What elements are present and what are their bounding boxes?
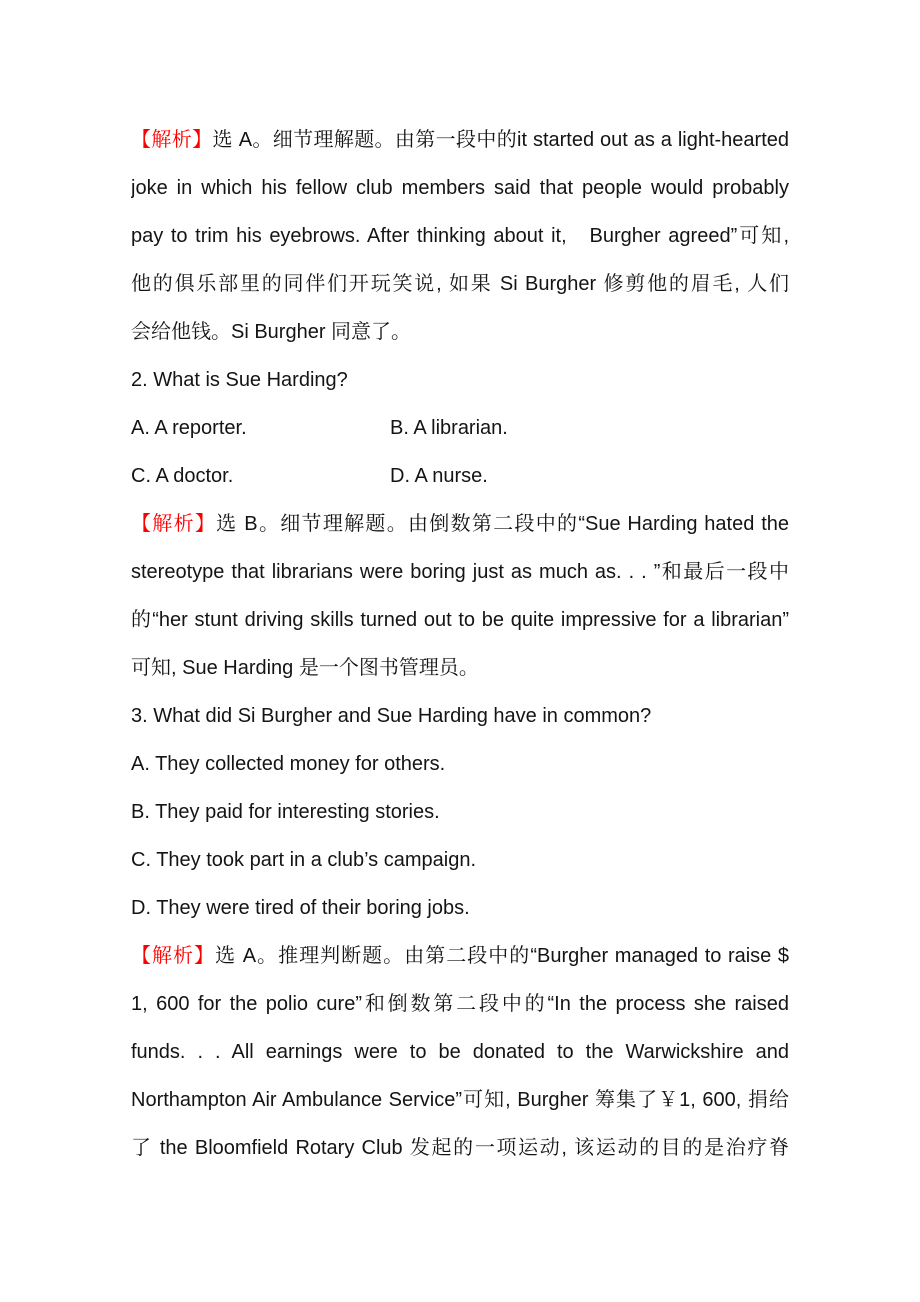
- option-row: [131, 452, 789, 500]
- doc-line: [131, 116, 789, 164]
- analysis-tag: 【解析】: [131, 129, 213, 151]
- doc-text-segment: Northampton Air Ambulance Service”可知, Burgher 筹集了￥1, 600, 捐给: [131, 1089, 789, 1111]
- doc-text-segment: D. They were tired of their boring jobs.: [131, 897, 470, 919]
- doc-text-segment: 他的俱乐部里的同伴们开玩笑说, 如果 Si Burgher 修剪他的眉毛, 人们: [131, 273, 789, 295]
- doc-text-segment: 了 the Bloomfield Rotary Club 发起的一项运动, 该运动的目的是治疗脊: [131, 1137, 789, 1159]
- doc-text-segment: stereotype that librarians were boring just as much as. . . ”和最后一段中: [131, 561, 789, 583]
- doc-line: [131, 1028, 789, 1076]
- doc-text-segment: B. They paid for interesting stories.: [131, 801, 440, 823]
- doc-text-segment: pay to trim his eyebrows. After thinking about it, Burgher agreed”可知,: [131, 225, 789, 247]
- doc-line: [131, 164, 789, 212]
- option-row: [131, 404, 789, 452]
- doc-text-segment: joke in which his fellow club members said that people would probably: [131, 177, 789, 199]
- doc-line: [131, 212, 789, 260]
- doc-text-segment: 会给他钱。Si Burgher 同意了。: [131, 321, 412, 343]
- doc-text-segment: A. They collected money for others.: [131, 753, 446, 775]
- doc-text-segment: 选 A。细节理解题。由第一段中的it started out as a light-hearted: [212, 129, 789, 151]
- doc-line: [131, 356, 789, 404]
- doc-line: [131, 932, 789, 980]
- doc-line: [131, 740, 789, 788]
- analysis-tag: 【解析】: [131, 513, 217, 535]
- option-item: D. A nurse.: [390, 465, 488, 487]
- doc-text-segment: 1, 600 for the polio cure”和倒数第二段中的“In the process she raised: [131, 993, 789, 1015]
- doc-line: [131, 644, 789, 692]
- doc-line: [131, 1076, 789, 1124]
- doc-line: [131, 548, 789, 596]
- doc-line: [131, 596, 789, 644]
- doc-line: [131, 884, 789, 932]
- doc-text-segment: C. They took part in a club’s campaign.: [131, 849, 476, 871]
- doc-text-segment: 选 A。推理判断题。由第二段中的“Burgher managed to raise $: [215, 945, 789, 967]
- doc-line: [131, 260, 789, 308]
- option-item: B. A librarian.: [390, 417, 508, 439]
- doc-text-segment: 2. What is Sue Harding?: [131, 369, 348, 391]
- doc-text-segment: 3. What did Si Burgher and Sue Harding have in common?: [131, 705, 652, 727]
- doc-line: [131, 692, 789, 740]
- analysis-tag: 【解析】: [131, 945, 216, 967]
- doc-line: [131, 1124, 789, 1172]
- doc-line: [131, 500, 789, 548]
- doc-line: [131, 308, 789, 356]
- doc-text-segment: 可知, Sue Harding 是一个图书管理员。: [131, 657, 479, 679]
- doc-text-segment: 的“her stunt driving skills turned out to be quite impressive for a librarian”: [131, 609, 789, 631]
- doc-text-segment: 选 B。细节理解题。由倒数第二段中的“Sue Harding hated the: [216, 513, 789, 535]
- doc-line: [131, 980, 789, 1028]
- option-item: A. A reporter.: [131, 417, 247, 439]
- doc-line: [131, 788, 789, 836]
- doc-line: [131, 836, 789, 884]
- option-item: C. A doctor.: [131, 465, 234, 487]
- doc-text-segment: funds. . . All earnings were to be donated to the Warwickshire and: [131, 1041, 789, 1063]
